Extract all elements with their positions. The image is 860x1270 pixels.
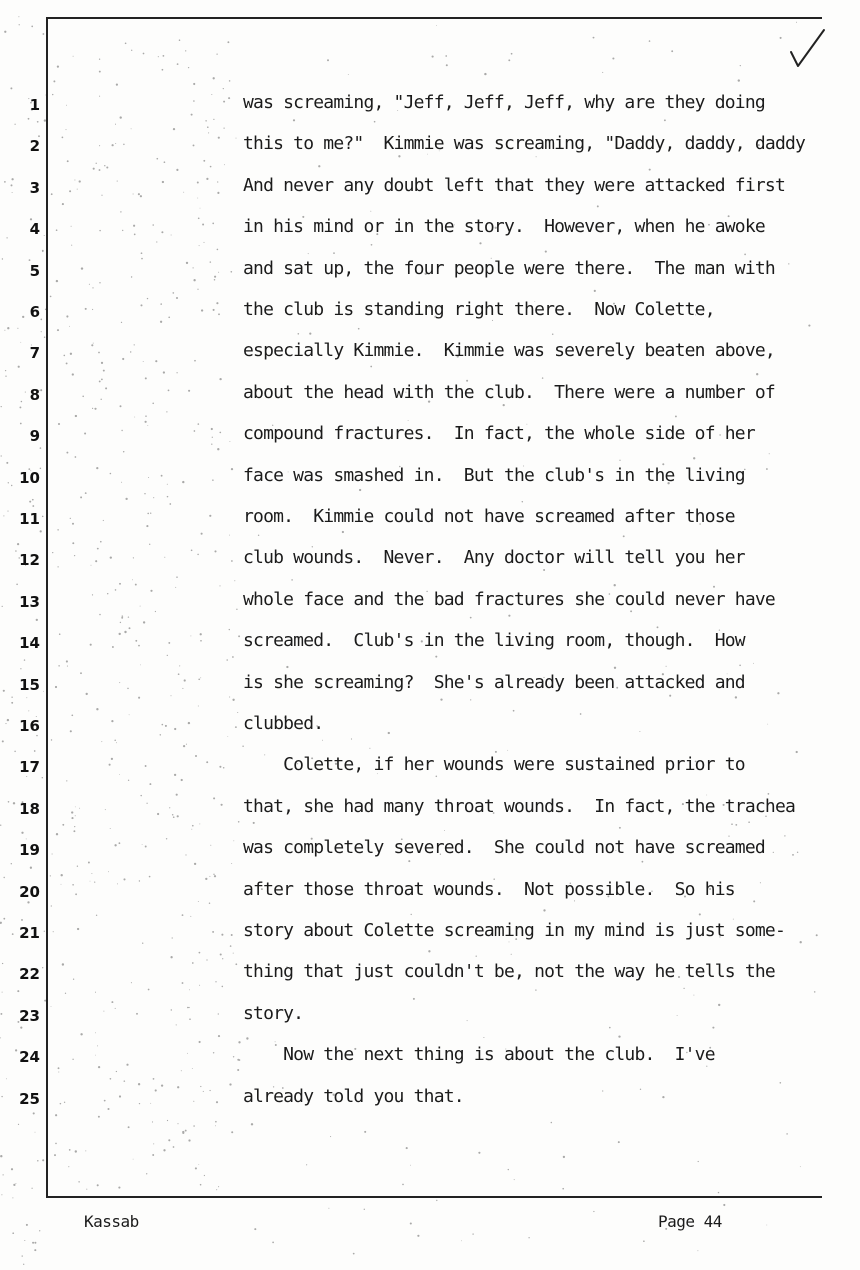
transcript-line: room. Kimmie could not have screamed after those	[243, 506, 735, 527]
line-number: 1	[29, 96, 40, 114]
transcript-line: is she screaming? She's already been attacked and	[243, 671, 745, 693]
line-number: 24	[19, 1048, 40, 1067]
line-number: 8	[29, 385, 40, 404]
line-number: 17	[19, 758, 40, 777]
transcript-line: thing that just couldn't be, not the way he tells the	[243, 961, 775, 983]
transcript-line: And never any doubt left that they were attacked first	[243, 174, 785, 196]
line-number: 19	[19, 841, 40, 860]
transcript-line: and sat up, the four people were there. The man with	[243, 257, 775, 279]
transcript-line: clubbed.	[243, 713, 324, 734]
line-number: 22	[19, 965, 40, 984]
transcript-line: already told you that.	[243, 1085, 464, 1107]
transcript-line: in his mind or in the story. However, when he awoke	[243, 216, 765, 238]
line-number: 14	[19, 634, 40, 653]
transcript-line: the club is standing right there. Now Colette,	[243, 299, 715, 320]
line-number: 20	[19, 882, 40, 901]
transcript-line: was screaming, "Jeff, Jeff, Jeff, why are they doing	[243, 92, 765, 113]
transcript-line: screamed. Club's in the living room, though. How	[243, 630, 745, 652]
line-number: 18	[19, 799, 40, 818]
transcript-line: story.	[243, 1002, 304, 1024]
left-margin-rule	[46, 17, 48, 1197]
line-number: 15	[19, 675, 40, 694]
transcript-line: Colette, if her wounds were sustained prior to	[243, 754, 745, 776]
transcript-line: club wounds. Never. Any doctor will tell you her	[243, 547, 745, 569]
transcript-line: face was smashed in. But the club's in the living	[243, 464, 745, 486]
line-number: 16	[19, 717, 40, 735]
line-number: 25	[19, 1089, 40, 1108]
transcript-line: after those throat wounds. Not possible. So his	[243, 878, 735, 900]
transcript-line: Now the next thing is about the club. I've	[243, 1044, 715, 1066]
line-number: 11	[19, 510, 40, 528]
transcript-line: whole face and the bad fractures she could never have	[243, 588, 775, 610]
line-number: 23	[19, 1006, 40, 1025]
transcript-line: was completely severed. She could not have screamed	[243, 837, 765, 859]
line-number: 6	[29, 303, 40, 321]
footer-page-number: Page 44	[658, 1212, 722, 1231]
line-number: 2	[29, 137, 40, 156]
line-number: 13	[19, 592, 40, 611]
line-number: 21	[19, 924, 40, 942]
footer-speaker-name: Kassab	[84, 1212, 139, 1231]
transcript-line: about the head with the club. There were a number of	[243, 381, 775, 403]
top-border-rule	[46, 17, 822, 19]
line-number: 4	[29, 220, 40, 239]
transcript-line: this to me?" Kimmie was screaming, "Daddy, daddy, daddy	[243, 133, 806, 155]
line-number: 7	[29, 344, 40, 363]
transcript-line: story about Colette screaming in my mind is just some-	[243, 920, 785, 941]
line-number: 3	[29, 178, 40, 197]
line-number: 12	[19, 551, 40, 570]
transcript-line: that, she had many throat wounds. In fact, the trachea	[243, 795, 796, 817]
transcript-line: compound fractures. In fact, the whole side of her	[243, 423, 755, 445]
checkmark-icon	[788, 28, 828, 72]
line-number: 5	[29, 261, 40, 280]
bottom-border-rule	[46, 1196, 822, 1198]
line-number: 10	[19, 468, 40, 487]
transcript-line: especially Kimmie. Kimmie was severely beaten above,	[243, 340, 775, 362]
line-number: 9	[29, 427, 40, 446]
